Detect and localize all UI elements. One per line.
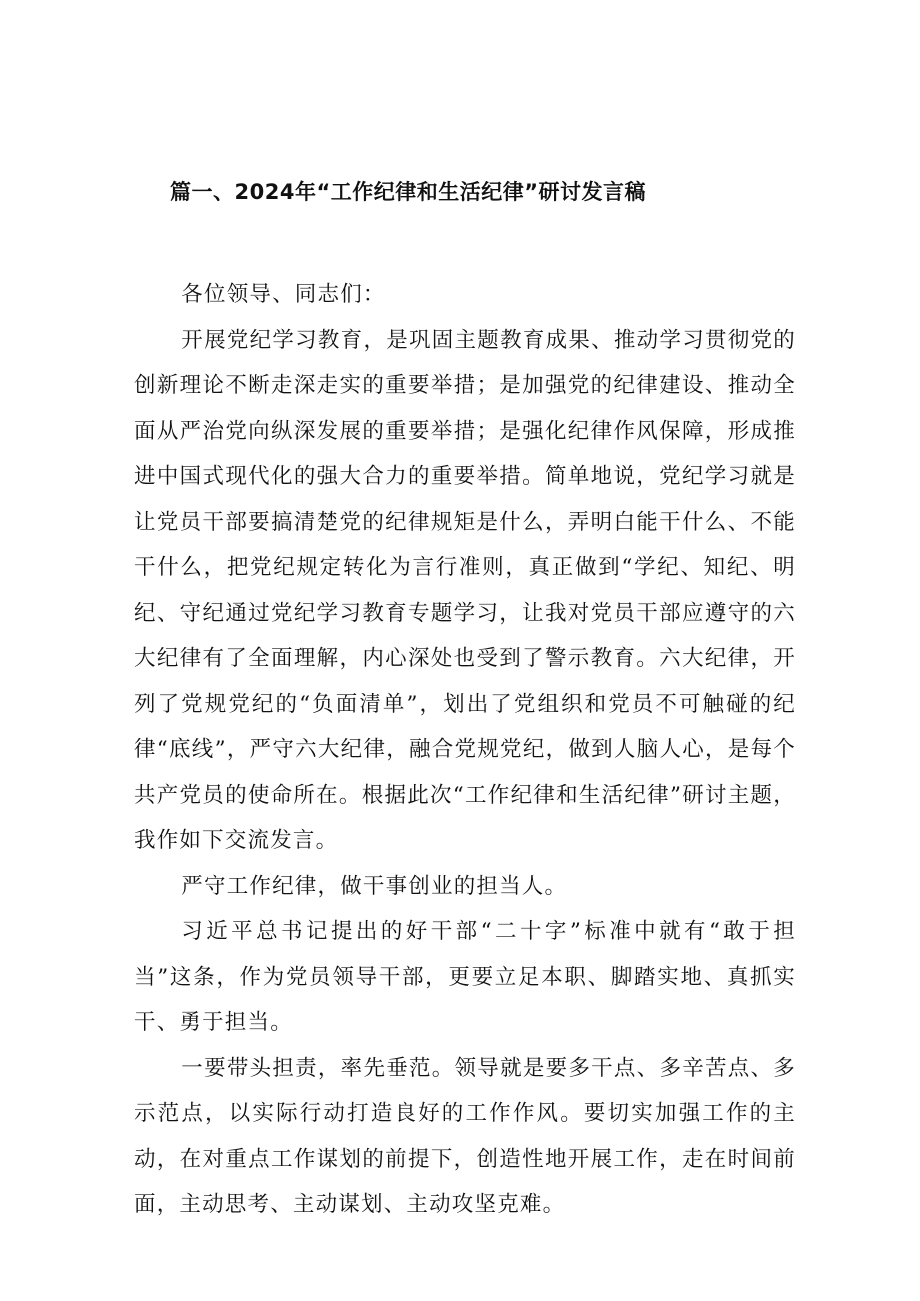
paragraph-heading-work-discipline: 严守工作纪律，做干事创业的担当人。 xyxy=(181,873,568,899)
document-body xyxy=(134,272,796,1228)
paragraph-take-responsibility: 一要带头担责，率先垂范。领导就是要多干点、多辛苦点、多示范点，以实际行动打造良好的工作作风。要切实加强工作的主动，在对重点工作谋划的前提下，创造性地开展工作，走在时间前面，主动思考、主动谋划、主动攻坚克难。 xyxy=(134,1055,796,1217)
paragraph-intro: 开展党纪学习教育，是巩固主题教育成果、推动学习贯彻党的创新理论不断走深走实的重要举措；是加强党的纪律建设、推动全面从严治党向纵深发展的重要举措；是强化纪律作风保障，形成推进中国式现代化的强大合力的重要举措。简单地说，党纪学习就是让党员干部要搞清楚党的纪律规矩是什么，弄明白能干什么、不能干什么，把党纪规定转化为言行准则，真正做到“学纪、知纪、明纪、守纪通过党纪学习教育专题学习，让我对党员干部应遵守的六大纪律有了全面理解，内心深处也受到了警示教育。六大纪律，开列了党规党纪的“负面清单”，划出了党组织和党员不可触碰的纪律“底线”，严守六大纪律，融合党规党纪，做到人脑人心，是每个共产党员的使命所在。根据此次“工作纪律和生活纪律”研讨主题，我作如下交流发言。 xyxy=(134,327,796,853)
document-title: 篇一、2024年“工作纪律和生活纪律”研讨发言稿 xyxy=(170,180,647,204)
paragraph-good-cadre-standard: 习近平总书记提出的好干部“二十字”标准中就有“敢于担当”这条，作为党员领导干部，更要立足本职、脚踏实地、真抓实干、勇于担当。 xyxy=(134,919,796,1035)
salutation: 各位领导、同志们： xyxy=(181,282,386,307)
